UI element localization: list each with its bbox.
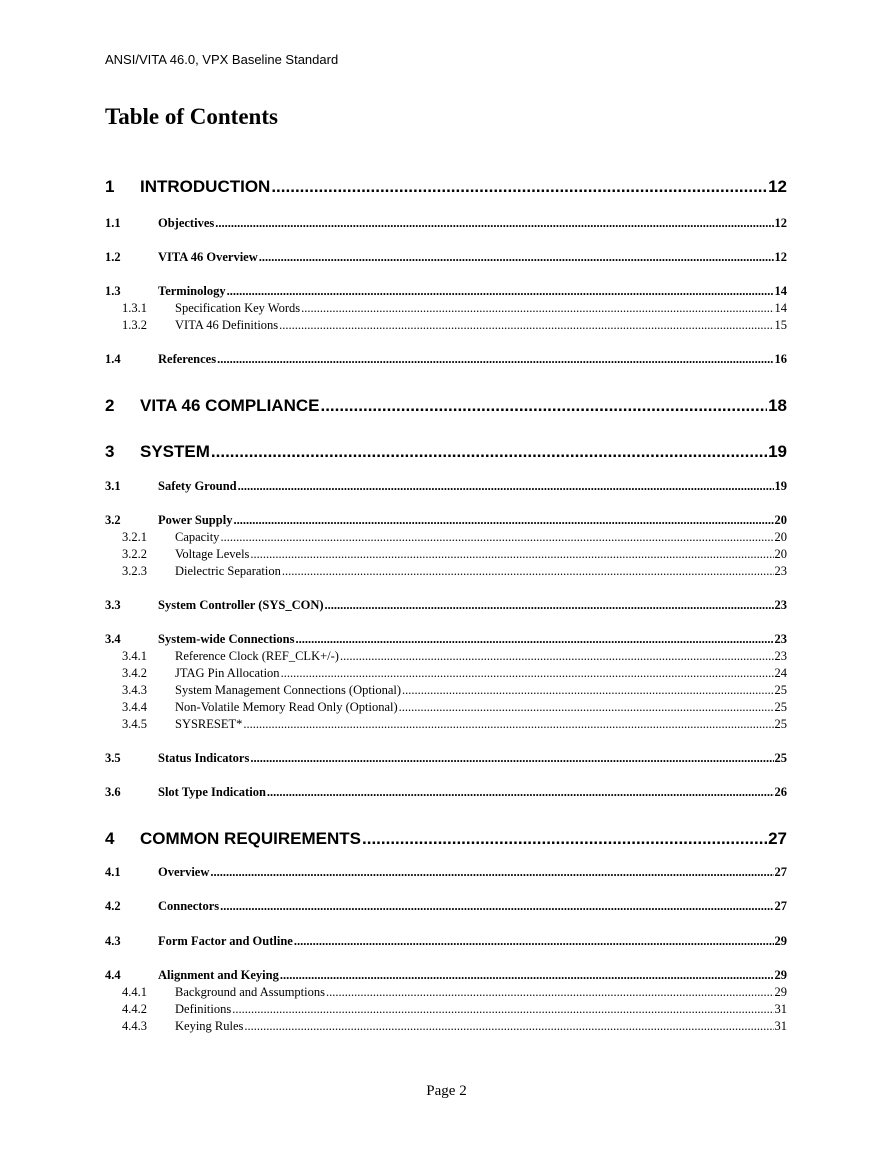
toc-entry-label: Dielectric Separation — [175, 564, 281, 578]
toc-entry[interactable] — [105, 479, 787, 495]
toc-entry-label: JTAG Pin Allocation — [175, 666, 280, 680]
toc-entry-page: 25 — [774, 683, 787, 697]
dot-leader — [281, 666, 774, 681]
toc-entry[interactable] — [105, 865, 787, 881]
toc-entry-page: 18 — [768, 396, 787, 415]
toc-entry-number: 3.4.3 — [122, 683, 147, 697]
toc-entry-number: 4.3 — [105, 934, 121, 948]
toc-entry[interactable] — [105, 1002, 787, 1018]
dot-leader — [211, 442, 767, 462]
toc-entry-label: Definitions — [175, 1002, 232, 1016]
toc-entry-label: Objectives — [158, 216, 215, 230]
toc-entry[interactable] — [105, 751, 787, 767]
toc-entry-label: System Controller (SYS_CON) — [158, 598, 324, 612]
toc-entry-label: SYSTEM — [140, 442, 210, 461]
toc-entry[interactable] — [105, 717, 787, 733]
toc-entry-number: 1.4 — [105, 352, 121, 366]
toc-entry[interactable] — [105, 396, 787, 418]
toc-entry-number: 3.1 — [105, 479, 121, 493]
toc-entry-label: Connectors — [158, 899, 220, 913]
toc-entry[interactable] — [105, 632, 787, 648]
toc-entry-page: 19 — [774, 479, 787, 493]
toc-entry-number: 1.1 — [105, 216, 121, 230]
toc-entry-number: 4.4.3 — [122, 1019, 147, 1033]
toc-entry-label: COMMON REQUIREMENTS — [140, 829, 361, 848]
toc-entry[interactable] — [105, 564, 787, 580]
toc-entry-page: 12 — [774, 250, 787, 264]
toc-entry-page: 23 — [774, 564, 787, 578]
toc-entry-number: 4 — [105, 829, 115, 848]
dot-leader — [250, 547, 773, 562]
dot-leader — [227, 284, 774, 299]
toc-entry-label: Keying Rules — [175, 1019, 244, 1033]
dot-leader — [232, 1002, 773, 1017]
toc-entry-number: 3.4.5 — [122, 717, 147, 731]
toc-entry-number: 4.4 — [105, 968, 121, 982]
dot-leader — [326, 985, 774, 1000]
toc-entry-page: 19 — [768, 442, 787, 461]
toc-entry[interactable] — [105, 177, 787, 199]
toc-entry-number: 3.6 — [105, 785, 121, 799]
toc-entry-page: 25 — [774, 700, 787, 714]
toc-entry-number: 4.1 — [105, 865, 121, 879]
toc-entry[interactable] — [105, 968, 787, 984]
toc-entry-page: 25 — [774, 751, 787, 765]
toc-entry-page: 12 — [768, 177, 787, 196]
toc-entry-label: VITA 46 COMPLIANCE — [140, 396, 320, 415]
dot-leader — [280, 968, 774, 983]
toc-entry-page: 24 — [774, 666, 787, 680]
page-number-footer: Page 2 — [426, 1083, 467, 1099]
toc-entry[interactable] — [105, 1019, 787, 1035]
dot-leader — [233, 513, 773, 528]
toc-entry[interactable] — [105, 352, 787, 368]
toc-entry-number: 4.4.1 — [122, 985, 147, 999]
toc-entry-label: Power Supply — [158, 513, 233, 527]
toc-entry-number: 4.4.2 — [122, 1002, 147, 1016]
toc-entry-number: 2 — [105, 396, 115, 415]
toc-entry-page: 15 — [774, 318, 787, 332]
dot-leader — [259, 250, 774, 265]
dot-leader — [340, 649, 774, 664]
toc-entry[interactable] — [105, 700, 787, 716]
toc-entry-label: References — [158, 352, 217, 366]
dot-leader — [220, 530, 773, 545]
toc-entry-number: 3.2.2 — [122, 547, 147, 561]
toc-entry-page: 29 — [774, 985, 787, 999]
dot-leader — [215, 216, 773, 231]
toc-entry[interactable] — [105, 934, 787, 950]
toc-entry-page: 23 — [774, 649, 787, 663]
toc-entry-page: 20 — [774, 530, 787, 544]
page-title: Table of Contents — [105, 104, 278, 129]
toc-entry-page: 25 — [774, 717, 787, 731]
toc-entry-label: System Management Connections (Optional) — [175, 683, 402, 697]
dot-leader — [279, 318, 773, 333]
toc-entry-page: 12 — [774, 216, 787, 230]
toc-entry-number: 3.2.1 — [122, 530, 147, 544]
toc-entry[interactable] — [105, 250, 787, 266]
toc-entry[interactable] — [105, 899, 787, 915]
toc-entry-label: Non-Volatile Memory Read Only (Optional) — [175, 700, 398, 714]
dot-leader — [282, 564, 774, 579]
dot-leader — [294, 934, 774, 949]
dot-leader — [243, 717, 773, 732]
running-header: ANSI/VITA 46.0, VPX Baseline Standard — [105, 52, 339, 67]
toc-entry-label: Specification Key Words — [175, 301, 301, 315]
toc-entry-label: Reference Clock (REF_CLK+/-) — [175, 649, 339, 663]
toc-entry-page: 23 — [774, 598, 787, 612]
dot-leader — [325, 598, 774, 613]
toc-entry-number: 3 — [105, 442, 115, 461]
toc-entry-label: Alignment and Keying — [158, 968, 279, 982]
toc-entry-number: 1.3.1 — [122, 301, 147, 315]
toc-entry-number: 3.5 — [105, 751, 121, 765]
toc-entry-label: Form Factor and Outline — [158, 934, 293, 948]
toc-entry-page: 14 — [774, 301, 787, 315]
dot-leader — [210, 865, 773, 880]
toc-entry-number: 1 — [105, 177, 115, 196]
toc-entry-label: Overview — [158, 865, 210, 879]
toc-entry[interactable] — [105, 666, 787, 682]
toc-entry-page: 29 — [774, 934, 787, 948]
toc-entry-page: 23 — [774, 632, 787, 646]
toc-entry[interactable] — [105, 785, 787, 801]
toc-entry[interactable] — [105, 318, 787, 334]
dot-leader — [250, 751, 773, 766]
toc-entry-label: Safety Ground — [158, 479, 237, 493]
toc-entry-number: 3.2 — [105, 513, 121, 527]
dot-leader — [267, 785, 774, 800]
toc-entry-label: SYSRESET* — [175, 717, 243, 731]
toc-entry-label: System-wide Connections — [158, 632, 295, 646]
toc-entry-number: 3.3 — [105, 598, 121, 612]
toc-entry-label: Status Indicators — [158, 751, 250, 765]
toc-entry-page: 31 — [774, 1002, 787, 1016]
toc-entry[interactable] — [105, 284, 787, 300]
toc-entry-page: 14 — [774, 284, 787, 298]
toc-entry[interactable] — [105, 513, 787, 529]
toc-entry[interactable] — [105, 598, 787, 614]
toc-entry-label: INTRODUCTION — [140, 177, 271, 196]
toc-entry[interactable] — [105, 530, 787, 546]
toc-entry[interactable] — [105, 442, 787, 464]
toc-entry-page: 16 — [774, 352, 787, 366]
dot-leader — [295, 632, 773, 647]
toc-entry-number: 1.3.2 — [122, 318, 147, 332]
toc-entry[interactable] — [105, 829, 787, 851]
dot-leader — [271, 177, 767, 197]
toc-entry-label: Voltage Levels — [175, 547, 250, 561]
dot-leader — [220, 899, 773, 914]
toc-entry-page: 20 — [774, 547, 787, 561]
dot-leader — [244, 1019, 773, 1034]
dot-leader — [238, 479, 774, 494]
toc-entry-number: 3.4.1 — [122, 649, 147, 663]
dot-leader — [362, 829, 767, 849]
toc-entry[interactable] — [105, 547, 787, 563]
toc-entry-number: 4.2 — [105, 899, 121, 913]
toc-entry-number: 3.4 — [105, 632, 121, 646]
toc-entry-label: VITA 46 Overview — [158, 250, 258, 264]
dot-leader — [402, 683, 773, 698]
toc-entry-label: Slot Type Indication — [158, 785, 266, 799]
toc-entry-page: 27 — [774, 899, 787, 913]
dot-leader — [301, 301, 773, 316]
dot-leader — [217, 352, 773, 367]
dot-leader — [320, 396, 767, 416]
toc-entry-number: 3.4.4 — [122, 700, 147, 714]
toc-entry-page: 26 — [774, 785, 787, 799]
toc-entry-number: 3.2.3 — [122, 564, 147, 578]
toc-entry-page: 27 — [768, 829, 787, 848]
toc-entry-label: Terminology — [158, 284, 226, 298]
toc-entry-label: Capacity — [175, 530, 220, 544]
toc-entry[interactable] — [105, 683, 787, 699]
toc-entry-number: 1.2 — [105, 250, 121, 264]
toc-entry-page: 27 — [774, 865, 787, 879]
toc-entry-page: 20 — [774, 513, 787, 527]
toc-entry[interactable] — [105, 301, 787, 317]
toc-entry-page: 31 — [774, 1019, 787, 1033]
toc-entry[interactable] — [105, 985, 787, 1001]
toc-entry[interactable] — [105, 216, 787, 232]
toc-entry-number: 1.3 — [105, 284, 121, 298]
dot-leader — [399, 700, 774, 715]
toc-entry-label: VITA 46 Definitions — [175, 318, 279, 332]
toc-entry-page: 29 — [774, 968, 787, 982]
toc-entry[interactable] — [105, 649, 787, 665]
toc-entry-number: 3.4.2 — [122, 666, 147, 680]
toc-entry-label: Background and Assumptions — [175, 985, 325, 999]
